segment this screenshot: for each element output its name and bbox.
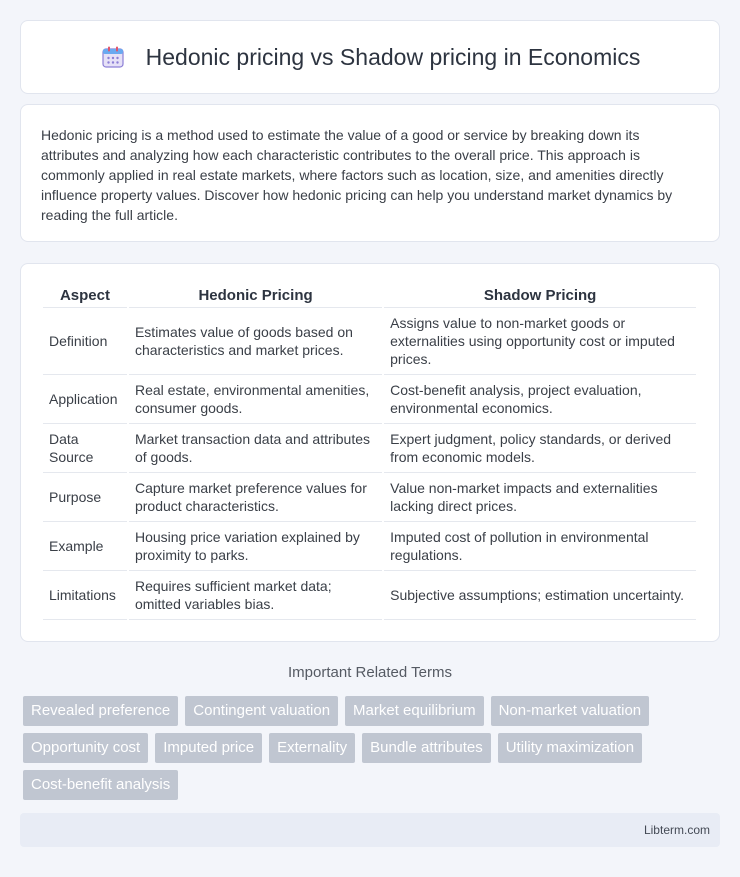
hedonic-cell: Housing price variation explained by proximity to parks. xyxy=(129,522,382,571)
intro-card xyxy=(20,104,720,242)
table-row xyxy=(43,308,696,375)
table-row xyxy=(43,424,696,473)
term-tag-utility-maximization[interactable]: Utility maximization xyxy=(498,733,642,763)
term-tag-revealed-preference[interactable]: Revealed preference xyxy=(23,696,178,726)
table-row xyxy=(43,571,696,620)
intro-text: Hedonic pricing is a method used to estimate the value of a good or service by breaking down its attributes and analyzing how each characteristic contributes to the overall price. This approach is commonly applied in real estate markets, where factors such as location, size, and amenities directly influence property values. Discover how hedonic pricing can help you understand market dynamics by reading the full article. xyxy=(41,127,673,223)
term-tag-opportunity-cost[interactable]: Opportunity cost xyxy=(23,733,148,763)
column-header-hedonic: Hedonic Pricing xyxy=(129,284,382,308)
comparison-table xyxy=(41,284,698,620)
column-header-aspect: Aspect xyxy=(43,284,127,308)
aspect-cell: Application xyxy=(43,375,127,424)
table-row xyxy=(43,375,696,424)
table-header-row xyxy=(43,284,696,308)
comparison-table-card xyxy=(20,263,720,642)
aspect-cell: Purpose xyxy=(43,473,127,522)
shadow-cell: Expert judgment, policy standards, or derived from economic models. xyxy=(384,424,696,473)
term-tag-non-market-valuation[interactable]: Non-market valuation xyxy=(491,696,650,726)
shadow-cell: Imputed cost of pollution in environmental regulations. xyxy=(384,522,696,571)
aspect-cell: Example xyxy=(43,522,127,571)
hedonic-cell: Requires sufficient market data; omitted variables bias. xyxy=(129,571,382,620)
related-terms-list xyxy=(23,696,703,800)
term-tag-market-equilibrium[interactable]: Market equilibrium xyxy=(345,696,484,726)
aspect-cell: Limitations xyxy=(43,571,127,620)
hedonic-cell: Market transaction data and attributes of goods. xyxy=(129,424,382,473)
term-tag-externality[interactable]: Externality xyxy=(269,733,355,763)
shadow-cell: Value non-market impacts and externalities lacking direct prices. xyxy=(384,473,696,522)
footer-site-link[interactable]: Libterm.com xyxy=(643,823,710,837)
shadow-cell: Subjective assumptions; estimation uncertainty. xyxy=(384,571,696,620)
term-tag-bundle-attributes[interactable]: Bundle attributes xyxy=(362,733,491,763)
column-header-shadow: Shadow Pricing xyxy=(384,284,696,308)
hedonic-cell: Real estate, environmental amenities, consumer goods. xyxy=(129,375,382,424)
aspect-cell: Data Source xyxy=(43,424,127,473)
aspect-cell: Definition xyxy=(43,308,127,375)
term-tag-imputed-price[interactable]: Imputed price xyxy=(155,733,262,763)
hedonic-cell: Estimates value of goods based on characteristics and market prices. xyxy=(129,308,382,375)
table-row xyxy=(43,522,696,571)
hedonic-cell: Capture market preference values for product characteristics. xyxy=(129,473,382,522)
related-terms-title: Important Related Terms xyxy=(288,664,452,681)
term-tag-contingent-valuation[interactable]: Contingent valuation xyxy=(185,696,338,726)
footer xyxy=(20,813,720,847)
page-title: Hedonic pricing vs Shadow pricing in Economics xyxy=(145,43,641,70)
title-card xyxy=(20,20,720,94)
shadow-cell: Assigns value to non-market goods or externalities using opportunity cost or imputed prices. xyxy=(384,308,696,375)
term-tag-cost-benefit-analysis[interactable]: Cost-benefit analysis xyxy=(23,770,178,800)
table-row xyxy=(43,473,696,522)
calendar-icon xyxy=(100,44,126,70)
shadow-cell: Cost-benefit analysis, project evaluation, environmental economics. xyxy=(384,375,696,424)
